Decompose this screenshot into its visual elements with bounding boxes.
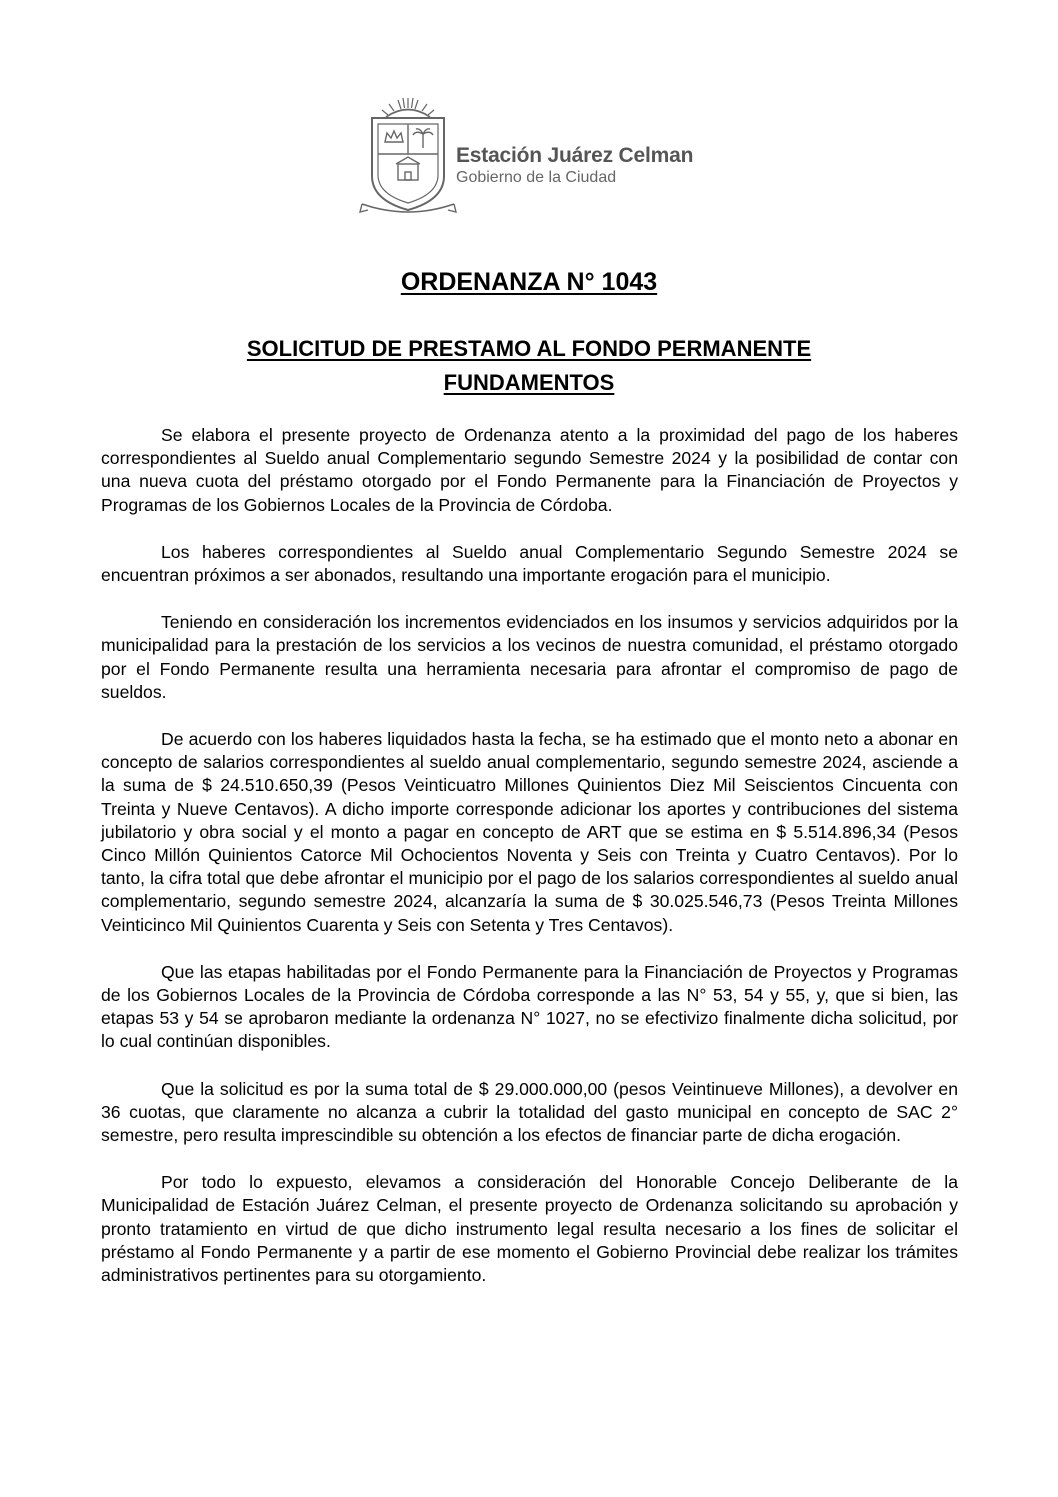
page-header — [358, 96, 738, 224]
brand-name: Estación Juárez Celman — [456, 144, 694, 167]
paragraph: Que las etapas habilitadas por el Fondo Permanente para la Financiación de Proyectos y Programas de los Gobiernos Locales de la Provincia de Córdoba corresponde a las N° 53, 54 y 55, y, que si bien, las etapas 53 y 54 se aprobaron mediante la ordenanza N° 1027, no se efectivizo finalmente dicha solicitud, por lo cual continúan disponibles. — [101, 961, 958, 1052]
paragraph: Que la solicitud es por la suma total de $ 29.000.000,00 (pesos Veintinueve Millones), a devolver en 36 cuotas, que claramente no alcanza a cubrir la totalidad del gasto municipal en concepto de SAC 2° semestre, pero resulta imprescindible su obtención a los efectos de financiar parte de dicha erogación. — [101, 1078, 958, 1146]
document-body — [101, 424, 958, 1311]
paragraph: Los haberes correspondientes al Sueldo anual Complementario Segundo Semestre 2024 se encuentran próximos a ser abonados, resultando una importante erogación para el municipio. — [101, 541, 958, 586]
paragraph: Por todo lo expuesto, elevamos a consideración del Honorable Concejo Deliberante de la Municipalidad de Estación Juárez Celman, el presente proyecto de Ordenanza solicitando su aprobación y pronto tratamiento en virtud de que dicho instrumento legal resulta necesario a los fines de solicitar el préstamo al Fondo Permanente y a partir de ese momento el Gobierno Provincial debe realizar los trámites administrativos pertinentes para su otorgamiento. — [101, 1172, 958, 1286]
paragraph: Teniendo en consideración los incrementos evidenciados en los insumos y servicios adquiridos por la municipalidad para la prestación de los servicios a los vecinos de nuestra comunidad, el préstamo otorgado por el Fondo Permanente resulta una herramienta necesaria para afrontar el compromiso de pago de sueldos. — [101, 612, 958, 702]
document-subtitle: SOLICITUD DE PRESTAMO AL FONDO PERMANENTE — [246, 336, 812, 361]
paragraph: De acuerdo con los haberes liquidados hasta la fecha, se ha estimado que el monto neto a abonar en concepto de salarios correspondientes al sueldo anual complementario, segundo semestre 2024, asciende a la suma de $ 24.510.650,39 (Pesos Veinticuatro Millones Quinientos Diez Mil Seiscientos Cincuenta con Treinta y Nueve Centavos). A dicho importe corresponde adicionar los aportes y contribuciones del sistema jubilatorio y obra social y el monto a pagar en concepto de ART que se estima en $ 5.514.896,34 (Pesos Cinco Millón Quinientos Catorce Mil Ochocientos Noventa y Seis con Treinta y Cuatro Centavos). Por lo tanto, la cifra total que debe afrontar el municipio por el pago de los salarios correspondientes al sueldo anual complementario, segundo semestre 2024, alcanzaría la suma de $ 30.025.546,73 (Pesos Treinta Millones Veinticinco Mil Quinientos Cuarenta y Seis con Setenta y Tres Centavos). — [101, 729, 958, 935]
municipal-seal-icon — [358, 96, 458, 220]
section-heading: FUNDAMENTOS — [443, 370, 615, 395]
brand-subtitle: Gobierno de la Ciudad — [456, 169, 617, 186]
brand-block — [456, 143, 746, 187]
paragraph: Se elabora el presente proyecto de Ordenanza atento a la proximidad del pago de los haberes correspondientes al Sueldo anual Complementario segundo Semestre 2024 y la posibilidad de contar con una nueva cuota del préstamo otorgado por el Fondo Permanente para la Financiación de Proyectos y Programas de los Gobiernos Locales de la Provincia de Córdoba. — [101, 425, 958, 515]
document-title: ORDENANZA N° 1043 — [400, 268, 658, 296]
